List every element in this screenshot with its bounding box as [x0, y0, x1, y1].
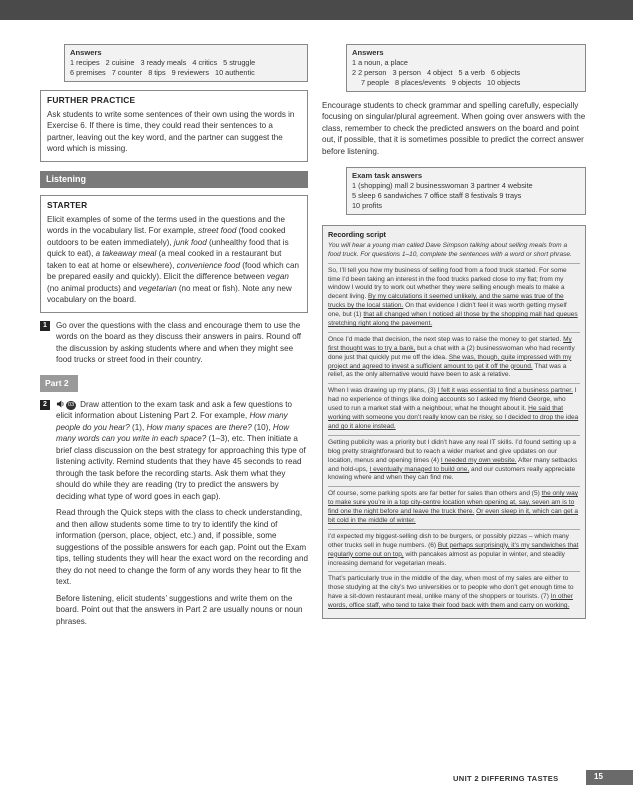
answer-item: 3 person — [392, 68, 421, 78]
divider — [328, 435, 580, 436]
underlined-text: the only way to make sure you’re in a top city-centre location when opening at, say, seven am is to find one the night before and leave the truck there. — [328, 490, 579, 516]
text-run: So, I’ll tell you how my business of selling food from a food truck started. For some time I’d been taking an interest in the food trucks parked close to my flat; from my window I would try to work out whether they were selling enough meals to make a decent living. — [328, 266, 567, 301]
text-run: I’d expected my biggest-selling dish to be burgers, or possibly pizzas – which many other trucks sell in huge numbers. (6) — [328, 532, 569, 549]
step-2-para-1 — [56, 399, 308, 503]
term: vegetarian — [138, 283, 177, 293]
text-run: but a chat with a (2) businesswoman who had recently done just that quickly put me off the idea. — [328, 344, 575, 361]
step-1-text: Go over the questions with the class and encourage them to use the words on the board as they discuss their answers in pairs. Round off the discussion by asking students where and when they might see food trucks or street food in their country. — [56, 320, 302, 365]
answer-item: 8 festivals — [464, 191, 498, 201]
underlined-text: I eventually managed to build one, — [369, 465, 470, 473]
answers-row — [70, 58, 302, 68]
page-number: 15 — [586, 770, 633, 785]
text-run: and our customers really appreciate knowing where and when they can find me. — [328, 465, 576, 482]
answer-item: 10 authentic — [215, 68, 255, 78]
encourage-paragraph: Encourage students to check grammar and spelling carefully, especially focusing on singular/plural agreement. When going over answers with the class, remember to check the predicted answers on the board and point out, if possible, that it is sometimes possible to predict the correct answer before listening. — [322, 100, 586, 156]
starter-box — [40, 195, 308, 313]
divider — [328, 486, 580, 487]
question: How many people do you hear? — [56, 411, 288, 432]
question: How many spaces are there? — [146, 422, 252, 432]
text-run: Of course, some parking spots are far better for sales than others and (5) — [328, 490, 542, 498]
answer-item: 4 website — [501, 181, 533, 191]
answer-item: 8 tips — [148, 68, 166, 78]
answers-row — [352, 201, 580, 211]
answer-item: 3 partner — [470, 181, 500, 191]
answer-item: 2 businesswoman — [410, 181, 469, 191]
answer-item: 4 critics — [192, 58, 218, 68]
term: a takeaway meal — [95, 249, 157, 259]
exam-answers-title: Exam task answers — [352, 171, 423, 181]
script-paragraph — [328, 439, 580, 483]
script-paragraph — [328, 336, 580, 380]
script-paragraph — [328, 267, 580, 329]
text-run: (1–3), etc. Then initiate a brief class discussion on the best strategy for approaching this type of listening activity. Remind students that they have 45 seconds to read through the task before the recording starts. Ask them what they should do while they are reading (try to predict the answers by deciding what type of word goes in each gap). — [56, 434, 306, 501]
underlined-text: But perhaps surprisingly, it’s my sandwiches that regularly come out on top, — [328, 541, 579, 558]
underlined-text: I felt it was essential to find a business partner. — [437, 387, 573, 395]
underlined-text: My first thought was to try a bank, — [328, 335, 572, 352]
answer-item: 7 people — [361, 77, 389, 87]
answer-item: 6 sandwiches — [377, 191, 422, 201]
starter-text — [47, 214, 301, 306]
text-run: Once I’d made that decision, the next step was to raise the money to get started. — [328, 335, 564, 343]
step-2-para-3: Before listening, elicit students’ suggestions and write them on the board. Point out that the answers in Part 2 are usually nouns or noun phrases. — [56, 593, 303, 626]
answer-item: 2 2 person — [352, 68, 387, 78]
answer-item: 1 recipes — [70, 58, 100, 68]
underlined-text: Or even sleep in it, which can get a bit cold in the middle of winter. — [328, 508, 579, 524]
answers-title: Answers — [70, 48, 102, 57]
answers-row — [352, 181, 580, 191]
right-column — [322, 44, 586, 619]
further-practice-box — [40, 90, 308, 162]
answer-item: 9 trays — [499, 191, 522, 201]
text-run: I had no experience of things like doing accounts so I asked my friend George, who used to run a market stall with a neighbour, what he thought about it. — [328, 387, 577, 413]
answers-row — [352, 68, 580, 78]
answer-item: 5 struggle — [223, 58, 256, 68]
exam-task-answers-box — [346, 167, 586, 215]
top-bar — [0, 0, 633, 20]
question: How many words can you write in each space? — [56, 422, 290, 444]
divider — [328, 571, 580, 572]
listening-section-header: Listening — [40, 171, 308, 188]
text-run: That’s particularly true in the middle of the day, when most of my sales are either to those studying at the city’s two universities or to people who don’t get enough time to have a sit-down restaurant meal, unlike many of the shoppers or tourists. (7) — [328, 575, 574, 601]
answer-item: 8 places/events — [395, 77, 446, 87]
track-number-badge: 03 — [66, 401, 76, 411]
step-1 — [40, 320, 308, 366]
answer-item: 10 objects — [487, 77, 521, 87]
answers-box-prediction — [346, 44, 586, 92]
answer-item: 10 profits — [352, 201, 383, 211]
answers-box-vocabulary — [64, 44, 308, 82]
text-run: After many setbacks and hold-ups, — [328, 456, 578, 473]
text-run: On that evidence I didn’t feel it was worth getting myself one, but (1) — [328, 302, 567, 319]
further-practice-text: Ask students to write some sentences of their own using the words in Exercise 6. If there is time, they could read their sentences to a partner, leaving out the key word, and the partner can suggest the word which is missing. — [47, 109, 295, 154]
answers-row: 1 a noun, a place — [352, 58, 408, 68]
answer-item: 6 premises — [70, 68, 106, 78]
answer-item: 4 object — [426, 68, 453, 78]
divider — [328, 383, 580, 384]
answer-item: 1 (shopping) mall — [352, 181, 408, 191]
step-number: 2 — [40, 400, 50, 410]
text-run: (10), — [251, 422, 273, 432]
recording-script-box — [322, 225, 586, 619]
term: convenience food — [176, 260, 241, 270]
term: street food — [198, 226, 237, 236]
text-run: with pancakes almost as popular in winter, and steadily increasing demand for vegetarian meals. — [328, 550, 565, 567]
answer-item: 6 objects — [490, 68, 521, 78]
answers-title: Answers — [352, 48, 384, 57]
text-run: (no meat or fish). Note any new vocabulary on the board. — [47, 283, 292, 305]
answer-item: 5 a verb — [458, 68, 485, 78]
recording-script-title: Recording script — [328, 229, 386, 239]
underlined-text: By my calculations it seemed unlikely, and the same was true of the trucks by the local station. — [328, 293, 564, 310]
text-run: (food cooked outdoors to be eaten immediately), — [47, 226, 286, 247]
text-run: Elicit examples of some of the terms used in the questions and the words in the vocabulary list. For example, — [47, 214, 285, 236]
audio-icon — [56, 400, 65, 408]
script-intro: You will hear a young man called Dave Simpson talking about selling meals from a food truck. For questions 1–10, complete the sentences with a word or short phrase. — [328, 241, 572, 258]
answer-item: 3 ready meals — [140, 58, 187, 68]
script-paragraph — [328, 490, 580, 526]
answer-item: 2 cuisine — [105, 58, 135, 68]
step-2 — [40, 399, 308, 633]
answers-row — [70, 68, 302, 78]
text-run: (no animal products) and — [47, 283, 139, 293]
divider — [328, 263, 580, 264]
text-run: (1), — [129, 422, 147, 432]
text-run: When I was drawing up my plans, (3) — [328, 387, 438, 395]
underlined-text: She was, though, quite impressed with my project and agreed to invest a sufficient amount to get it off the ground. — [328, 353, 572, 370]
divider — [328, 529, 580, 530]
step-2-para-2: Read through the Quick steps with the class to check understanding, and then allow students some time to try to identify the kind of information (person, place, object, etc.) and, if possible, some suggestions of the possible answers for each gap. Point out the Exam tips, telling students they will hear the exact word on the recording and they do not need to change the form of any words they hear to fit the text. — [56, 508, 308, 587]
underlined-text: In other words, office staff, who tend to take their food back with them and carry on working. — [328, 593, 573, 610]
divider — [328, 332, 580, 333]
part-2-header: Part 2 — [40, 375, 78, 392]
text-run: That was a relief, as the only alternative would have been to ask a relative. — [328, 362, 567, 379]
left-column — [40, 44, 308, 632]
text-run: (food which can be prepared easily and quickly). Elicit the difference between — [47, 260, 299, 282]
answer-item: 7 counter — [111, 68, 143, 78]
answer-item: 7 office staff — [423, 191, 463, 201]
text-run: Draw attention to the exam task and ask a few questions to elicit information about Listening Part 2. For example, — [56, 399, 293, 421]
term: junk food — [173, 237, 207, 247]
step-2-body — [56, 399, 308, 633]
step-number: 1 — [40, 321, 50, 331]
answers-row — [352, 191, 580, 201]
answer-item: 9 objects — [451, 77, 481, 87]
text-run: (a meal cooked in a restaurant but taken to eat at home or elsewhere), — [47, 249, 282, 270]
script-paragraph — [328, 575, 580, 611]
underlined-text: I needed my own website. — [440, 456, 517, 464]
starter-title: STARTER — [47, 199, 88, 210]
text-run: Getting publicity was a priority but I didn’t have any real IT skills. I’d found setting up a blog pretty straightforward but to reach a wider market and give updates on our location, menus and opening times (4) — [328, 438, 577, 464]
further-practice-title: FURTHER PRACTICE — [47, 94, 136, 105]
term: vegan — [266, 272, 289, 282]
script-paragraph — [328, 387, 580, 431]
answer-item: 5 sleep — [352, 191, 376, 201]
underlined-text: He said that working with someone you don’t really know can be risky, so I decided to drop the idea and go it alone instead. — [328, 405, 579, 430]
answers-row — [352, 78, 580, 88]
script-paragraph — [328, 533, 580, 569]
answer-item: 9 reviewers — [171, 68, 209, 78]
unit-footer: UNIT 2 DIFFERING TASTES — [453, 774, 559, 783]
underlined-text: that all changed when I noticed all those by the shopping mall had queues stretching right along the pavement. — [328, 311, 578, 328]
text-run: (unhealthy food that is quick to eat), — [47, 237, 289, 259]
